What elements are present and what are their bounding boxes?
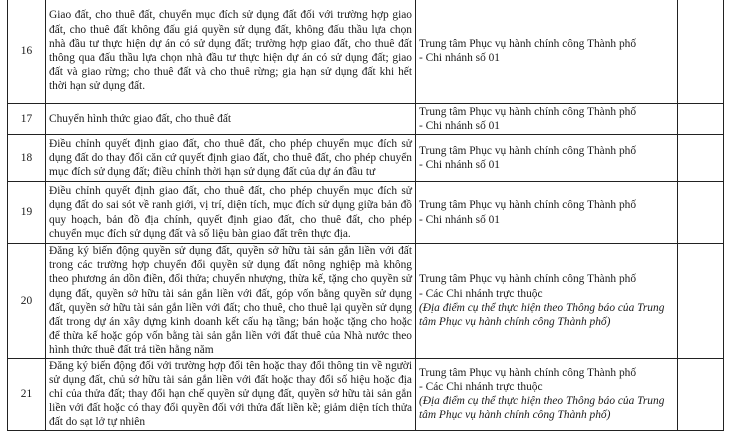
table-row: [8, 104, 724, 135]
agency-branch: - Chi nhánh số 01: [419, 120, 500, 132]
agency-branch: - Các Chi nhánh trực thuộc: [419, 380, 543, 393]
agency-name: Trung tâm Phục vụ hành chính công Thành phố: [419, 366, 637, 379]
empty-cell: [678, 182, 724, 244]
procedure-name: Giao đất, cho thuê đất, chuyển mục đích sử dụng đất đối với trường hợp giao đất, cho thuê đất không đấu giá quyền sử dụng đất, không đấu thầu lựa chọn nhà đầu tư thực hiện dự án có sử dụng đất; trường hợp giao đất, cho thuê đất thông qua đấu thầu lựa chọn nhà đầu tư thực hiện dự án có sử dụng đất; giao đất và giao rừng; cho thuê đất và cho thuê rừng; gia hạn sử dụng đất khi hết thời hạn sử dụng đất.: [46, 0, 416, 104]
agency-cell: [416, 0, 678, 104]
table-row: [8, 182, 724, 244]
empty-cell: [678, 244, 724, 359]
procedure-table: [7, 0, 724, 431]
agency-cell: [416, 104, 678, 135]
agency-name: Trung tâm Phục vụ hành chính công Thành phố: [419, 273, 637, 286]
agency-branch: - Chi nhánh số 01: [419, 213, 500, 226]
procedure-name: Điều chỉnh quyết định giao đất, cho thuê đất, cho phép chuyển mục đích sử dụng đất do sai sót về ranh giới, vị trí, diện tích, mục đích sử dụng giữa bản đồ quy hoạch, bản đồ địa chính, quyết định giao đất, cho thuê đất, cho phép chuyển mục đích sử dụng đất và số liệu bàn giao đất trên thực địa.: [46, 182, 416, 244]
agency-branch: - Chi nhánh số 01: [419, 159, 500, 171]
agency-branch: - Chi nhánh số 01: [419, 52, 500, 64]
agency-name: Trung tâm Phục vụ hành chính công Thành phố: [419, 105, 637, 118]
agency-location-note: (Địa điểm cụ thể thực hiện theo Thông báo của Trung tâm Phục vụ hành chính công Thành phố): [419, 395, 665, 422]
agency-name: Trung tâm Phục vụ hành chính công Thành phố: [419, 37, 637, 50]
agency-name: Trung tâm Phục vụ hành chính công Thành phố: [419, 199, 637, 212]
agency-cell: [416, 182, 678, 244]
empty-cell: [678, 0, 724, 104]
agency-cell: [416, 135, 678, 182]
row-number: 20: [8, 244, 46, 359]
agency-cell: [416, 244, 678, 359]
row-number: 19: [8, 182, 46, 244]
agency-cell: [416, 358, 678, 430]
table-row: [8, 0, 724, 104]
agency-branch: - Các Chi nhánh trực thuộc: [419, 287, 543, 300]
agency-name: Trung tâm Phục vụ hành chính công Thành phố: [419, 144, 637, 157]
agency-location-note: (Địa điểm cụ thể thực hiện theo Thông báo của Trung tâm Phục vụ hành chính công Thành phố): [419, 301, 665, 329]
procedure-name: Điều chỉnh quyết định giao đất, cho thuê đất, cho phép chuyển mục đích sử dụng đất do thay đổi căn cứ quyết định giao đất, cho thuê đất, cho phép chuyển mục đích sử dụng đất; điều chỉnh thời hạn sử dụng đất của dự án đầu tư: [46, 135, 416, 182]
row-number: 16: [8, 0, 46, 104]
row-number: 21: [8, 358, 46, 430]
empty-cell: [678, 358, 724, 430]
row-number: 18: [8, 135, 46, 182]
procedure-name: Đăng ký biến động đối với trường hợp đổi tên hoặc thay đổi thông tin về người sử dụng đất, chủ sở hữu tài sản gắn liền với đất hoặc thay đổi số hiệu hoặc địa chỉ của thửa đất; thay đổi hạn chế quyền sử dụng đất, quyền sở hữu tài sản gắn liền với đất hoặc có thay đổi quyền đối với thửa đất liền kề; giảm diện tích thửa đất do sạt lở tự nhiên: [46, 358, 416, 430]
procedure-name: Chuyển hình thức giao đất, cho thuê đất: [46, 104, 416, 135]
table-row: [8, 358, 724, 430]
procedure-name: Đăng ký biến động quyền sử dụng đất, quyền sở hữu tài sản gắn liền với đất trong các trường hợp chuyển đổi quyền sử dụng đất nông nghiệp mà không theo phương án dồn điền, đổi thửa; chuyển nhượng, thừa kế, tặng cho quyền sử dụng đất, quyền sở hữu tài sản gắn liền với đất, góp vốn bằng quyền sử dụng đất, quyền sở hữu tài sản gắn liền với đất; cho thuê, cho thuê lại quyền sử dụng đất trong dự án xây dựng kinh doanh kết cấu hạ tầng; bán hoặc tặng cho hoặc để thừa kế hoặc góp vốn bằng tài sản gắn liền với đất thuê của Nhà nước theo hình thức thuê đất trả tiền hằng năm: [46, 244, 416, 359]
table-row: [8, 135, 724, 182]
empty-cell: [678, 104, 724, 135]
empty-cell: [678, 135, 724, 182]
table-row: [8, 244, 724, 359]
row-number: 17: [8, 104, 46, 135]
